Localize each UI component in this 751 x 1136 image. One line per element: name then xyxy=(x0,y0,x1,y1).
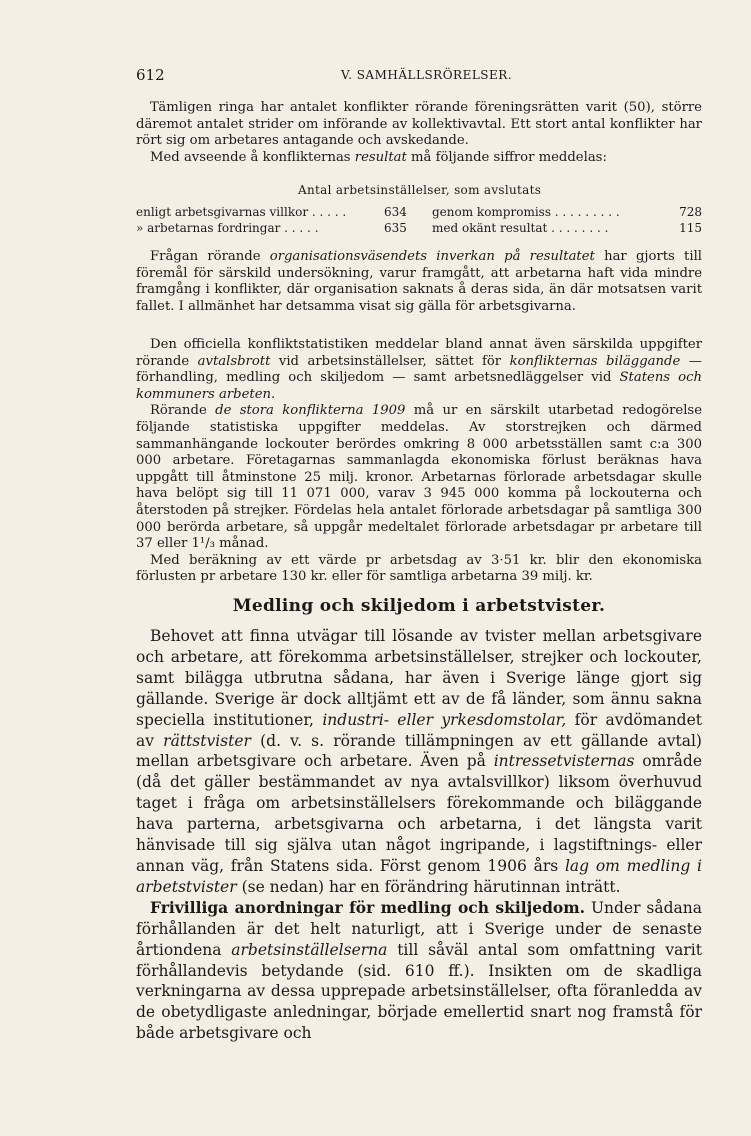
emphasis: resultat xyxy=(354,149,407,165)
intro-paragraph-2 xyxy=(136,150,702,167)
row-value: 728 xyxy=(679,205,702,219)
intro-block xyxy=(136,100,702,166)
row-label: » arbetarnas fordringar . . . . . xyxy=(136,221,319,235)
emphasis: avtalsbrott xyxy=(197,353,271,369)
paragraph-6: Med beräkning av ett värde pr arbetsdag av 3·51 kr. blir den ekonomiska förlusten pr arbetare 130 kr. eller för samtliga arbetarna 39 milj. kr. xyxy=(136,552,702,585)
paragraph-8 xyxy=(136,898,702,1044)
row-value: 635 xyxy=(384,221,407,235)
text-run: må ur en särskilt utarbetad redogörelse följande statistiska uppgifter meddelas. Av storstrejken och därmed sammanhängande lockouter berördes omkring 8 000 arbetsställen samt c:a 300 000 arbetare. Företagarnas sammanlagda ekonomiska förlust beräknas hava uppgått till åtminstone 25 milj. kronor. Arbetarnas förlorade arbetsdagar skulle hava belöpt sig till 11 071 000, varav 3 945 000 komma på lockouterna och återstoden på strejker. Fördelas hela antalet förlorade arbetsdagar på samtliga 300 000 berörda arbetare, så uppgår medeltalet förlorade arbetsdagar pr arbetare till 37 eller 1¹/₃ månad. xyxy=(136,403,703,552)
running-head: V. SAMHÄLLSRÖRELSER. xyxy=(341,68,513,82)
page-number: 612 xyxy=(136,66,165,84)
emphasis: de stora konflikterna 1909 xyxy=(215,403,406,419)
table-caption: Antal arbetsinställelser, som avslutats xyxy=(298,183,542,197)
text-run: Behovet att finna utvägar till lösande av tvister mellan arbetsgivare och arbetare, att förekomma arbetsinställelser, strejker och lockouter, samt bilägga utbrutna sådana, har även i Sverige länge gjort sig gällande. Sverige är dock alltjämt ett av de få länder, som ännu sakna speciella institutioner, xyxy=(136,627,702,729)
text-run: Med avseende å konflikternas xyxy=(150,149,355,165)
text-run: — förhandling, medling och skiljedom — samt arbetsnedläggelser vid xyxy=(136,353,702,386)
row-value: 634 xyxy=(384,205,407,219)
table-row xyxy=(136,204,702,220)
emphasis: rättstvister xyxy=(163,731,251,750)
result-table xyxy=(136,204,702,236)
text-run: till såväl antal som omfattning varit förhållandevis betydande (sid. 610 ff.). Insikten om de skadliga verkningarna av dessa upprepade arbetsinställelser, ofta föranledda av de obetydligaste anledningar, började emellertid snart nog framstå för både arbetsgivare och xyxy=(136,940,702,1043)
emphasis: industri- eller yrkesdomstolar, xyxy=(322,710,567,729)
emphasis: Statens och kommuners arbeten. xyxy=(136,370,702,402)
paragraph-4 xyxy=(136,337,702,403)
emphasis: intressetvisternas xyxy=(493,752,635,771)
emphasis: arbetsinställelserna xyxy=(231,940,388,959)
bold-run: Frivilliga anordningar för medling och skiljedom. xyxy=(150,897,586,917)
row-label: med okänt resultat . . . . . . . . xyxy=(432,221,609,235)
row-value: 115 xyxy=(679,221,702,235)
text-run: må följande siffror meddelas: xyxy=(406,149,607,165)
text-run: Rörande xyxy=(150,403,216,419)
table-row xyxy=(136,220,702,236)
text-run: för avdömandet av xyxy=(136,710,703,750)
emphasis: lag om medling i arbetstvister xyxy=(136,856,702,896)
paragraph-7 xyxy=(136,626,702,898)
row-label: genom kompromiss . . . . . . . . . xyxy=(432,205,620,219)
paragraph-5 xyxy=(136,403,702,552)
intro-paragraph-1: Tämligen ringa har antalet konflikter rörande föreningsrätten varit (50), större däremot antalet strider om införande av kollektivavtal. Ett stort antal konflikter har rört sig om arbetares antagande och avskedande. xyxy=(136,100,702,149)
text-run: har gjorts till föremål för särskild undersökning, varur framgått, att arbetarna haft vida mindre framgång i konflikter, där organisation saknats å deras sida, än där motsatsen varit fallet. I allmänhet har detsamma visat sig gälla för arbetsgivarna. xyxy=(136,249,703,314)
text-run: (se nedan) har en förändring härutinnan inträtt. xyxy=(236,877,621,896)
section-heading: Medling och skiljedom i arbetstvister. xyxy=(232,596,606,616)
paragraph-statistics xyxy=(136,337,702,586)
text-run: område (då det gäller bestämmandet av nya avtalsvillkor) liksom överhuvud taget i fråga om arbetsinställelsers förekommande och biläggande hava parterna, arbetsgivarna och arbetarna, i det längsta varit hänvisade till sig själva utan något ingripande, i lagstiftnings- eller annan väg, från Statens sida. Först genom 1906 års xyxy=(136,752,703,875)
row-label: enligt arbetsgivarnas villkor . . . . . xyxy=(136,205,347,219)
emphasis: konflikternas biläggande xyxy=(509,353,681,369)
page-header xyxy=(136,66,702,86)
text-run: Frågan rörande xyxy=(150,249,270,264)
emphasis: organisationsväsendets inverkan på resultatet xyxy=(269,249,595,264)
section-body xyxy=(136,626,702,1044)
text-run: Den officiella konfliktstatistiken meddelar bland annat även särskilda uppgifter rörande xyxy=(136,337,702,369)
text-run: Under sådana förhållanden är det helt naturligt, att i Sverige under de senaste årtiondena xyxy=(136,898,702,959)
text-run: vid arbetsinställelser, sättet för xyxy=(270,353,510,369)
text-run: (d. v. s. rörande tillämpningen av ett gällande avtal) mellan arbetsgivare och arbetare. Även på xyxy=(136,731,702,771)
paragraph-organisation xyxy=(136,249,702,315)
paragraph-3 xyxy=(136,249,702,315)
